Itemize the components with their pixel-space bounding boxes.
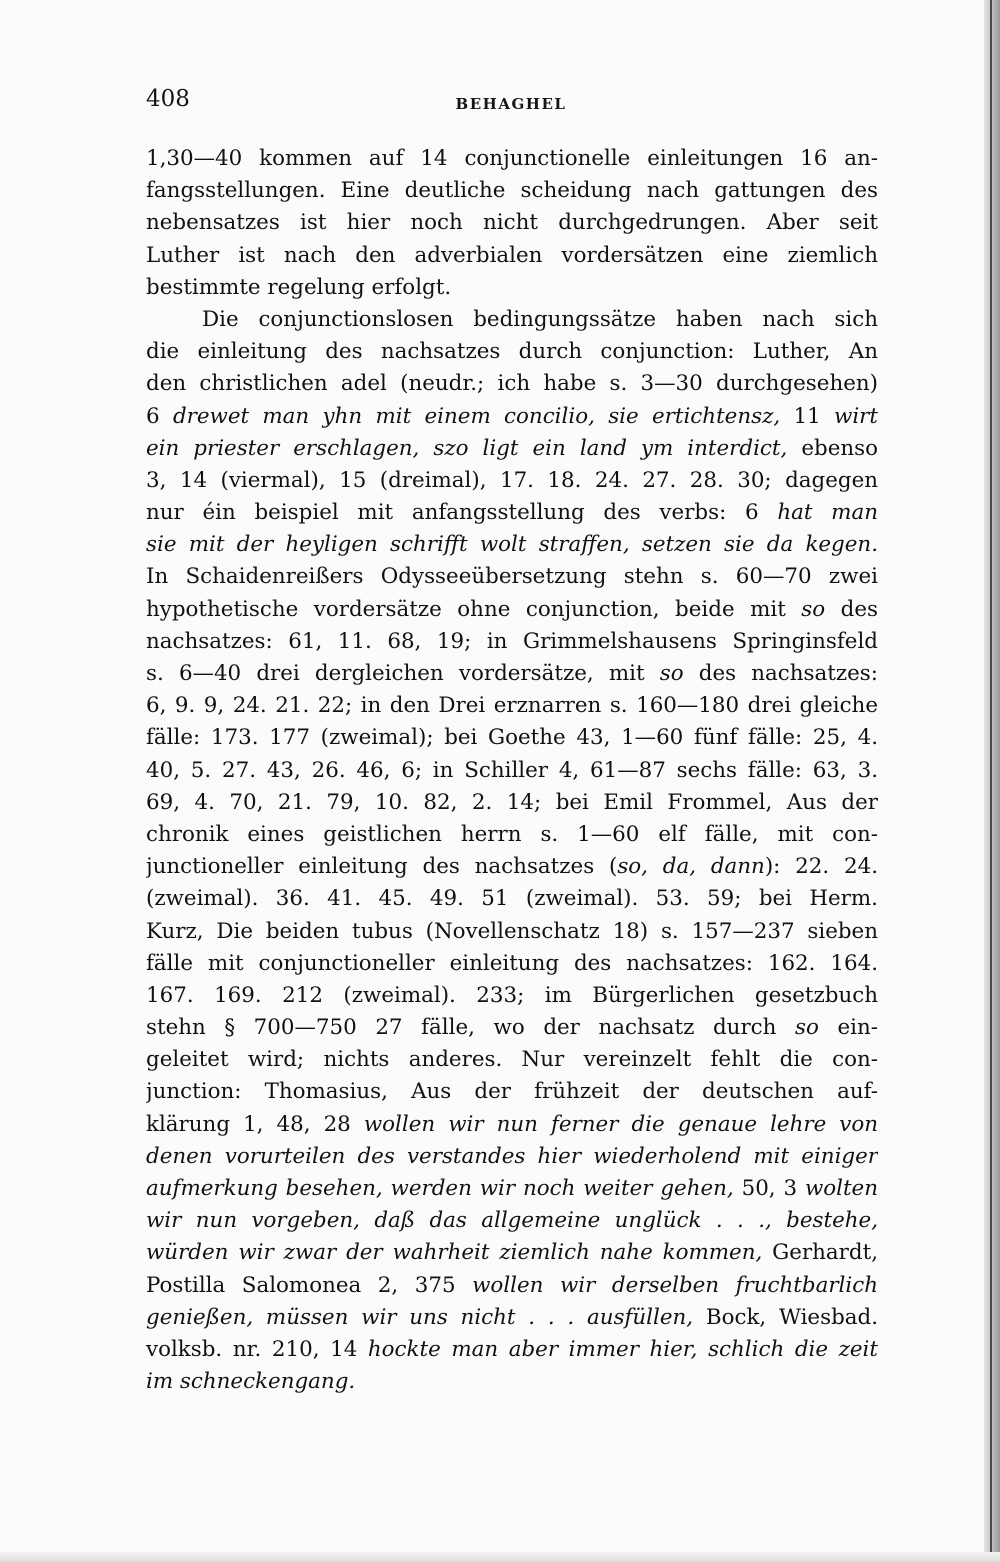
- text-line: fangsstellungen. Eine deutliche scheidung nach gattungen des: [146, 178, 878, 204]
- text-line: nebensatzes ist hier noch nicht durchgedrungen. Aber seit: [146, 210, 878, 236]
- text-line: genießen, müssen wir uns nicht . . . ausfüllen, Bock, Wiesbad.: [146, 1304, 878, 1330]
- page-bottom-shade: [0, 1552, 1000, 1562]
- text-line: bestimmte regelung erfolgt.: [146, 274, 452, 300]
- text-line: junctioneller einleitung des nachsatzes (so, da, dann): 22. 24.: [146, 854, 878, 880]
- text-line: Kurz, Die beiden tubus (Novellenschatz 18) s. 157—237 sieben: [146, 918, 878, 944]
- page-edge-shadow: [984, 0, 1000, 1562]
- text-line: geleitet wird; nichts anderes. Nur vereinzelt fehlt die con-: [146, 1047, 878, 1073]
- text-line: denen vorurteilen des verstandes hier wiederholend mit einiger: [146, 1143, 878, 1169]
- text-line: den christlichen adel (neudr.; ich habe s. 3—30 durchgesehen): [146, 371, 878, 397]
- page-number: 408: [146, 86, 190, 112]
- text-line: Luther ist nach den adverbialen vordersätzen eine ziemlich: [146, 242, 878, 268]
- text-line: fälle: 173. 177 (zweimal); bei Goethe 43, 1—60 fünf fälle: 25, 4.: [146, 725, 878, 751]
- body-text: [146, 143, 878, 1398]
- text-line: 40, 5. 27. 43, 26. 46, 6; in Schiller 4, 61—87 sechs fälle: 63, 3.: [146, 757, 878, 783]
- text-line: die einleitung des nachsatzes durch conjunction: Luther, An: [146, 339, 878, 365]
- text-line: sie mit der heyligen schrifft wolt straffen, setzen sie da kegen.: [146, 532, 878, 558]
- text-line: hypothetische vordersätze ohne conjunction, beide mit so des: [146, 596, 878, 622]
- text-line: stehn § 700—750 27 fälle, wo der nachsatz durch so ein-: [146, 1015, 878, 1041]
- text-line: volksb. nr. 210, 14 hockte man aber immer hier, schlich die zeit: [146, 1336, 878, 1362]
- text-line: s. 6—40 drei dergleichen vordersätze, mit so des nachsatzes:: [146, 661, 878, 686]
- text-line: chronik eines geistlichen herrn s. 1—60 elf fälle, mit con-: [146, 821, 878, 847]
- text-line: 6 drewet man yhn mit einem concilio, sie ertichtensz, 11 wirt: [146, 403, 878, 429]
- text-line: ein priester erschlagen, szo ligt ein land ym interdict, ebenso: [146, 435, 878, 461]
- text-line: nur éin beispiel mit anfangsstellung des verbs: 6 hat man: [146, 500, 878, 526]
- text-line: 167. 169. 212 (zweimal). 233; im Bürgerlichen gesetzbuch: [146, 982, 878, 1008]
- text-line: Die conjunctionslosen bedingungssätze haben nach sich: [202, 306, 878, 332]
- text-line: würden wir zwar der wahrheit ziemlich nahe kommen, Gerhardt,: [146, 1240, 878, 1266]
- text-line: 6, 9. 9, 24. 21. 22; in den Drei erznarren s. 160—180 drei gleiche: [146, 693, 878, 719]
- page-edge-line: [990, 0, 992, 1562]
- text-line: junction: Thomasius, Aus der frühzeit der deutschen auf-: [146, 1079, 878, 1105]
- text-line: Postilla Salomonea 2, 375 wollen wir derselben fruchtbarlich: [146, 1272, 878, 1298]
- running-head: BEHAGHEL: [455, 95, 567, 113]
- text-line: fälle mit conjunctioneller einleitung des nachsatzes: 162. 164.: [146, 950, 878, 976]
- text-line: (zweimal). 36. 41. 45. 49. 51 (zweimal). 53. 59; bei Herm.: [146, 886, 878, 912]
- text-line: nachsatzes: 61, 11. 68, 19; in Grimmelshausens Springinsfeld: [146, 628, 878, 654]
- text-line: klärung 1, 48, 28 wollen wir nun ferner die genaue lehre von: [146, 1111, 878, 1137]
- text-line: 3, 14 (viermal), 15 (dreimal), 17. 18. 24. 27. 28. 30; dagegen: [146, 467, 878, 493]
- text-line: wir nun vorgeben, daß das allgemeine unglück . . ., bestehe,: [146, 1208, 878, 1234]
- page-header: [146, 86, 876, 126]
- text-line: aufmerkung besehen, werden wir noch weiter gehen, 50, 3 wolten: [146, 1176, 878, 1201]
- text-line: 69, 4. 70, 21. 79, 10. 82, 2. 14; bei Emil Frommel, Aus der: [146, 789, 878, 815]
- text-line: In Schaidenreißers Odysseeübersetzung stehn s. 60—70 zwei: [146, 564, 878, 590]
- text-line: 1,30—40 kommen auf 14 conjunctionelle einleitungen 16 an-: [146, 146, 878, 171]
- text-line: im schneckengang.: [146, 1369, 356, 1395]
